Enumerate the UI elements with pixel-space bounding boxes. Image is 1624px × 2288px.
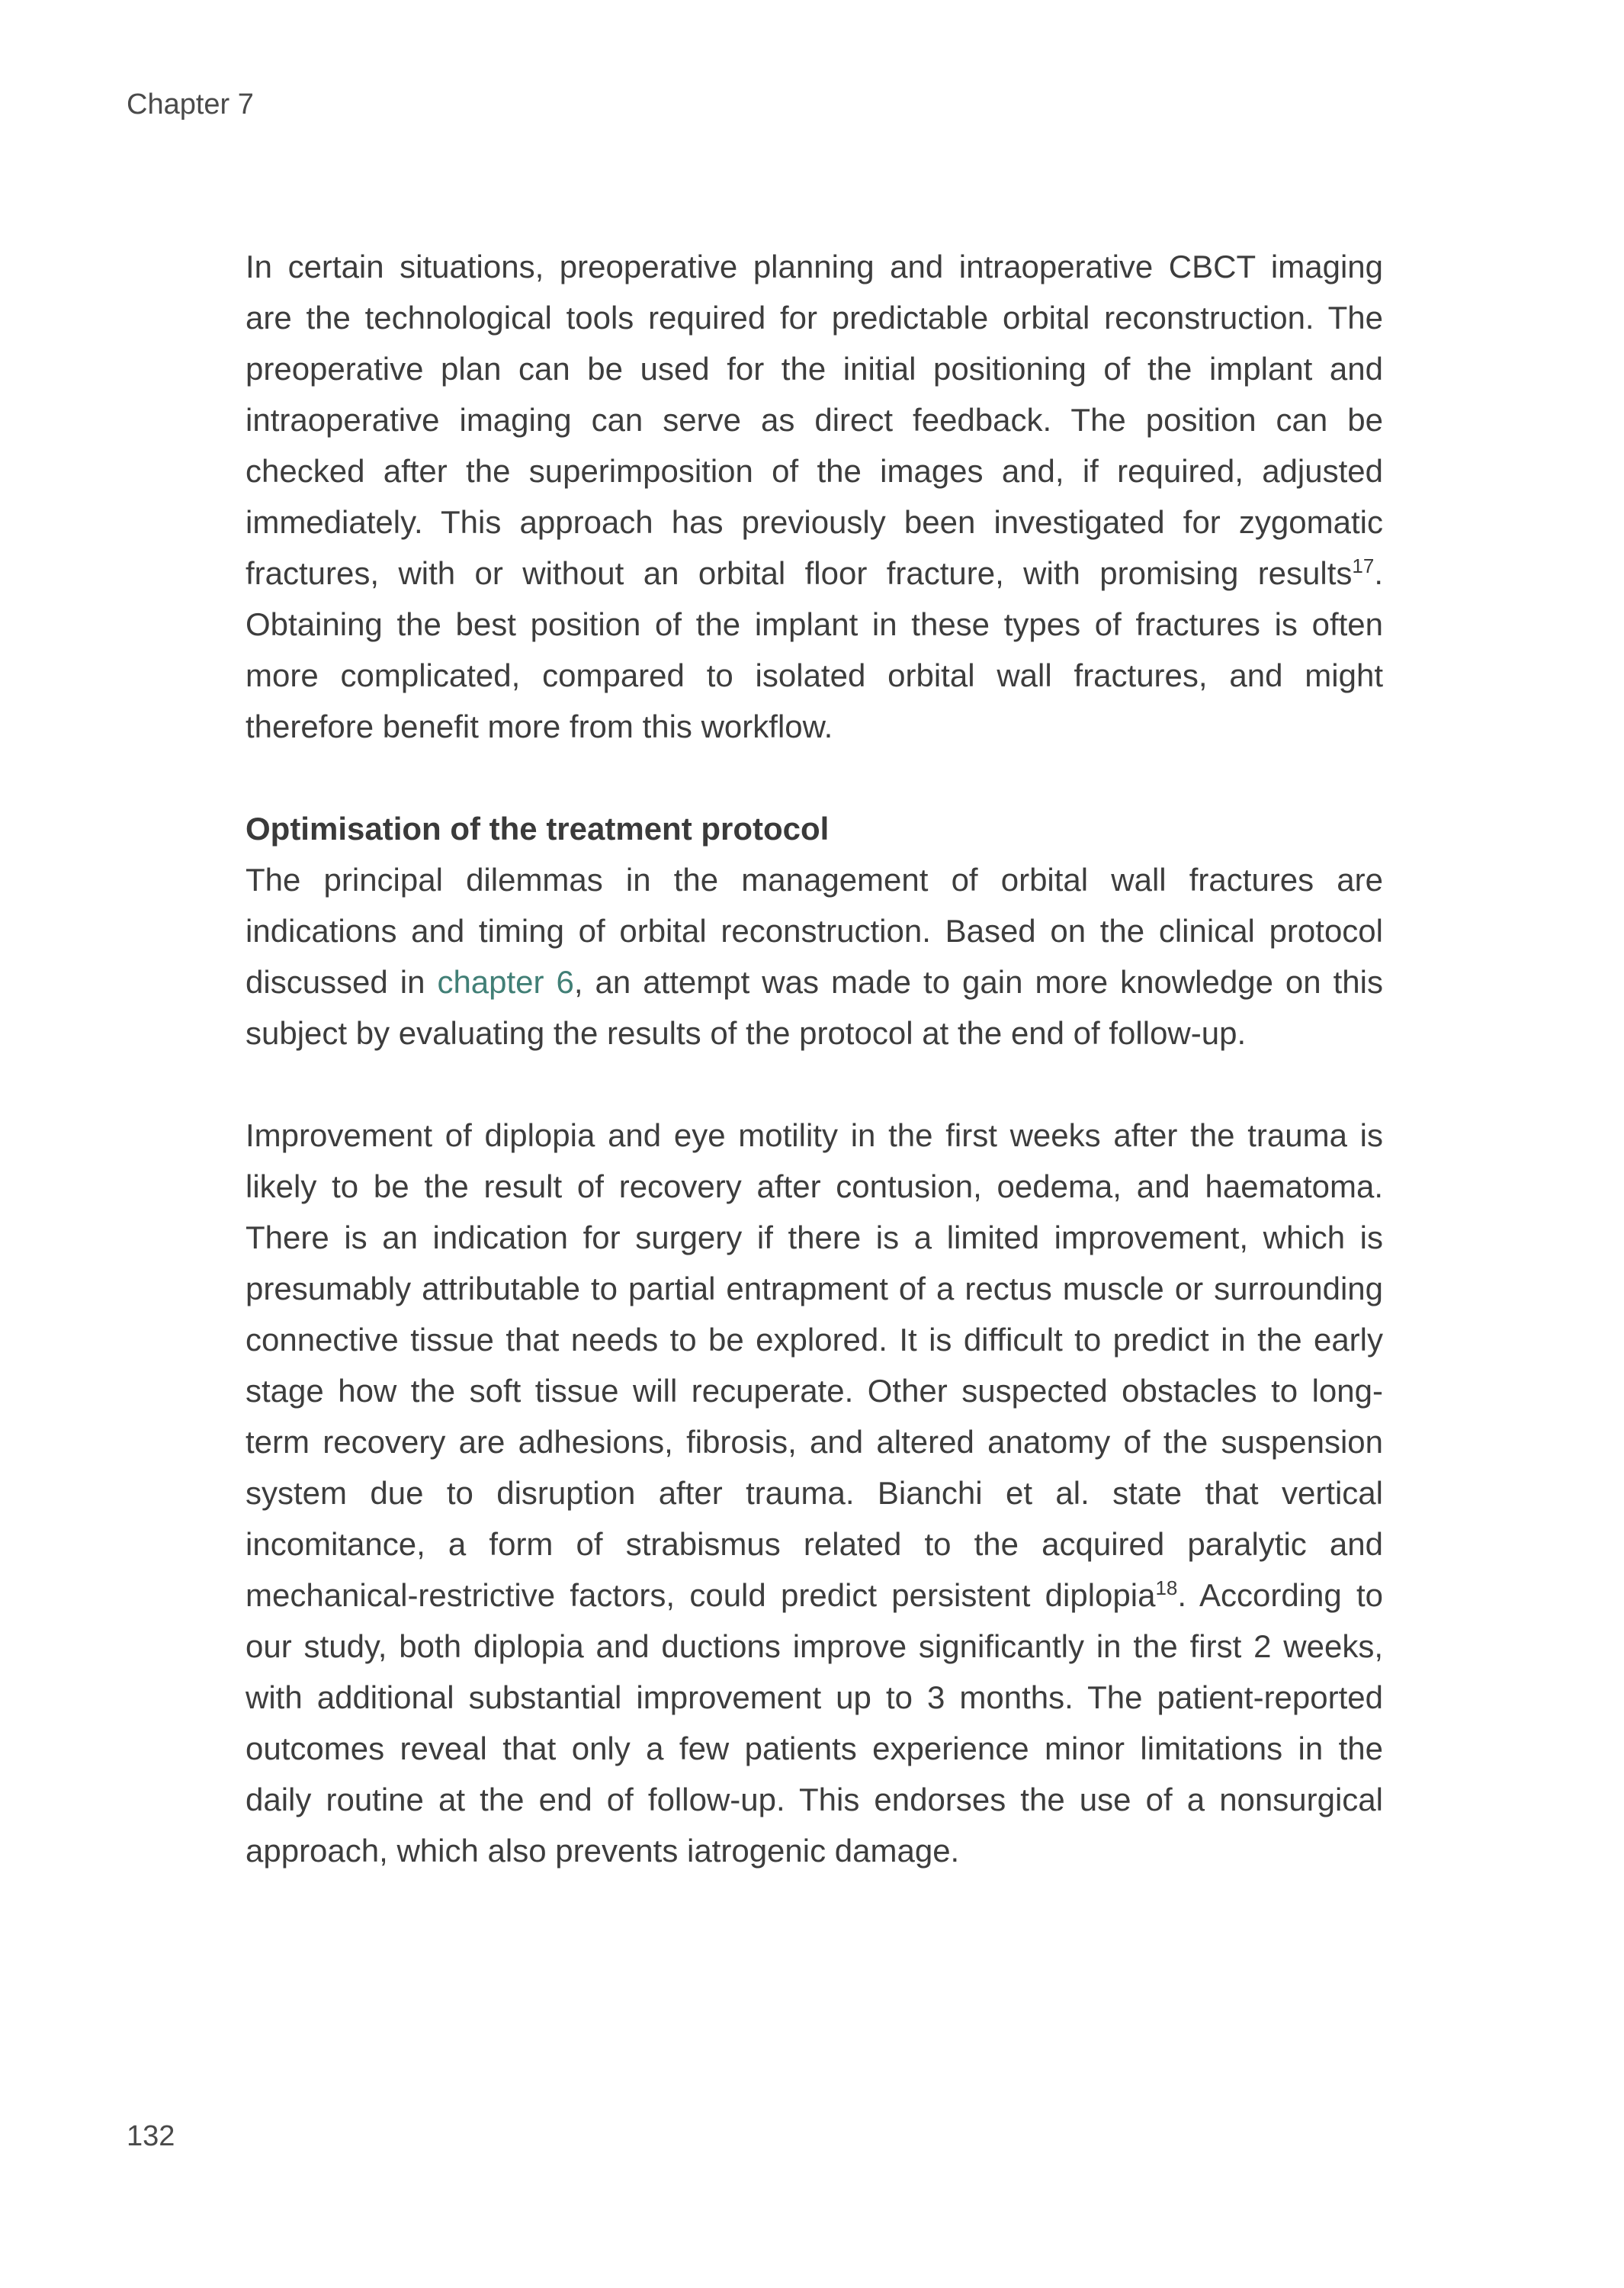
paragraph-principal-dilemmas: The principal dilemmas in the management of orbital wall fractures are indications and timing of orbital reconstruction. Based on the clinical protocol discussed in chapter 6, an attempt was made to gain more knowledge on this subject by evaluating the results of the protocol at the end of follow-up. — [246, 862, 1383, 1051]
section-heading-optimisation: Optimisation of the treatment protocol — [246, 811, 830, 847]
paragraph-diplopia-recovery: Improvement of diplopia and eye motility in the first weeks after the trauma is likely to be the result of recovery after contusion, oedema, and haematoma. There is an indication for surgery if there is a limited improvement, which is presumably attributable to partial entrapment of a rectus muscle or surrounding connective tissue that needs to be explored. It is difficult to predict in the early stage how the soft tissue will recuperate. Other suspected obstacles to long-term recovery are adhesions, fibrosis, and altered anatomy of the suspension system due to disruption after trauma. Bianchi et al. state that vertical incomitance, a form of strabismus related to the acquired paralytic and mechanical-restrictive factors, could predict persistent diplopia$^{18}$. According to our study, both diplopia and ductions improve significantly in the first 2 weeks, with additional substantial improvement up to 3 months. The patient-reported outcomes reveal that only a few patients experience minor limitations in the daily routine at the end of follow-up. This endorses the use of a nonsurgical approach, which also prevents iatrogenic damage. — [246, 1117, 1384, 1869]
body-text — [246, 241, 1383, 1876]
chapter-6-cross-reference[interactable]: chapter 6 — [437, 964, 574, 1000]
page-number: 132 — [127, 2120, 175, 2152]
footnote-reference-17: 17 — [1352, 554, 1375, 577]
paragraph-cbct-workflow: In certain situations, preoperative planning and intraoperative CBCT imaging are the technological tools required for predictable orbital reconstruction. The preoperative plan can be used for the initial positioning of the implant and intraoperative imaging can serve as direct feedback. The position can be checked after the superimposition of the images and, if required, adjusted immediately. This approach has previously been investigated for zygomatic fractures, with or without an orbital floor fracture, with promising results$^{17}$. Obtaining the best position of the implant in these types of fractures is often more complicated, compared to isolated orbital wall fractures, and might therefore benefit more from this workflow. — [246, 249, 1383, 744]
footnote-reference-18: 18 — [1155, 1576, 1178, 1599]
running-header: Chapter 7 — [127, 88, 254, 121]
